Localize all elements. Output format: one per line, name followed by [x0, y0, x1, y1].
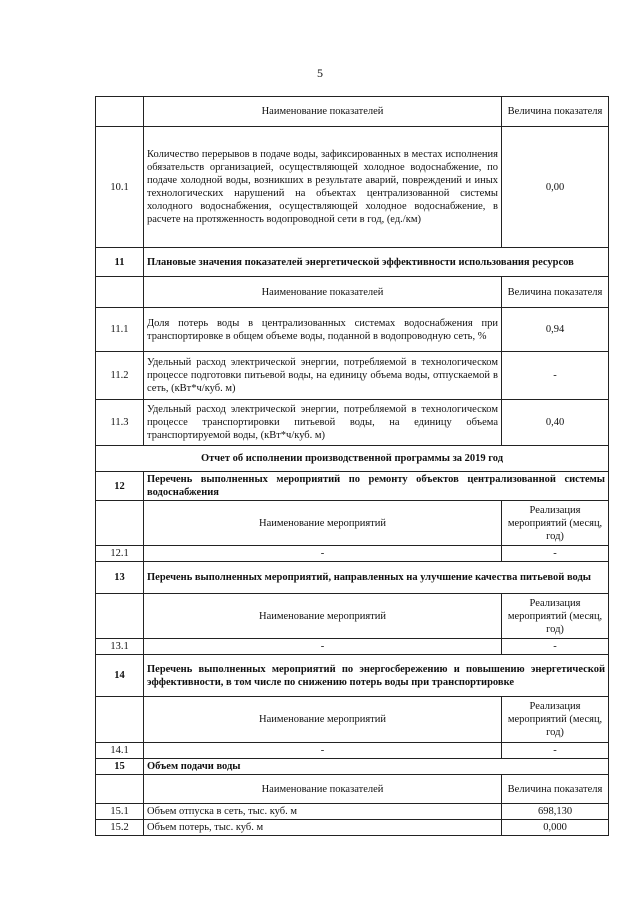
- indicator-name: Количество перерывов в подаче воды, зафиксированных в местах исполнения обязательств организацией, осуществляющей холодное водоснабжение, по подаче холодной воды, возникших в результате аварий, повреждений и иных технологических нарушений на объектах централизованной системы холодного водоснабжения, осуществляющей холодное водоснабжение, в расчете на протяженность водопроводной сети в год, (ед./км): [144, 127, 502, 248]
- indicator-value: 0,94: [502, 308, 609, 352]
- table-row-header: [96, 97, 609, 127]
- page-number: 5: [317, 66, 323, 80]
- section-number: 13: [96, 562, 144, 594]
- table-row-item: [96, 820, 609, 836]
- indicators-table-body: [96, 97, 609, 836]
- indicator-value: 0,00: [502, 127, 609, 248]
- table-row-item: [96, 352, 609, 400]
- header-num-cell: [96, 697, 144, 743]
- table-row-header: [96, 501, 609, 546]
- column-header-value: Реализация мероприятий (месяц, год): [502, 697, 609, 743]
- section-title: Перечень выполненных мероприятий, направленных на улучшение качества питьевой воды: [144, 562, 609, 594]
- indicator-name: Удельный расход электрической энергии, потребляемой в технологическом процессе подготовки питьевой воды, на единицу объема воды, отпускаемой в сеть, (кВт*ч/куб. м): [144, 352, 502, 400]
- table-row-item: [96, 804, 609, 820]
- table-row-item: [96, 639, 609, 655]
- column-header-name: Наименование показателей: [144, 277, 502, 308]
- column-header-name: Наименование показателей: [144, 97, 502, 127]
- header-num-cell: [96, 501, 144, 546]
- row-number: 14.1: [96, 743, 144, 759]
- report-title: Отчет об исполнении производственной программы за 2019 год: [96, 446, 609, 472]
- section-title: Перечень выполненных мероприятий по энергосбережению и повышению энергетической эффективности, в том числе по снижению потерь воды при транспортировке: [144, 655, 609, 697]
- table-row-section: [96, 759, 609, 775]
- table-row-item: [96, 127, 609, 248]
- indicator-name: -: [144, 546, 502, 562]
- section-number: 15: [96, 759, 144, 775]
- section-title: Плановые значения показателей энергетической эффективности использования ресурсов: [144, 248, 609, 277]
- column-header-name: Наименование мероприятий: [144, 501, 502, 546]
- row-number: 13.1: [96, 639, 144, 655]
- row-number: 11.1: [96, 308, 144, 352]
- column-header-value: Величина показателя: [502, 775, 609, 804]
- section-title: Перечень выполненных мероприятий по ремонту объектов централизованной системы водоснабжения: [144, 472, 609, 501]
- indicator-value: -: [502, 639, 609, 655]
- header-num-cell: [96, 775, 144, 804]
- table-row-item: [96, 400, 609, 446]
- table-row-header: [96, 594, 609, 639]
- indicator-name: Удельный расход электрической энергии, потребляемой в технологическом процессе транспортировки питьевой воды, на единицу объема транспортируемой воды, (кВт*ч/куб. м): [144, 400, 502, 446]
- table-row-item: [96, 308, 609, 352]
- table-row-header: [96, 277, 609, 308]
- table-row-report: [96, 446, 609, 472]
- header-num-cell: [96, 97, 144, 127]
- table-row-section: [96, 248, 609, 277]
- section-number: 14: [96, 655, 144, 697]
- column-header-name: Наименование мероприятий: [144, 697, 502, 743]
- indicator-value: -: [502, 743, 609, 759]
- indicator-value: -: [502, 546, 609, 562]
- indicator-value: 0,40: [502, 400, 609, 446]
- header-num-cell: [96, 277, 144, 308]
- indicator-name: -: [144, 743, 502, 759]
- table-row-item: [96, 546, 609, 562]
- column-header-value: Величина показателя: [502, 277, 609, 308]
- row-number: 12.1: [96, 546, 144, 562]
- section-title: Объем подачи воды: [144, 759, 609, 775]
- table-row-header: [96, 775, 609, 804]
- row-number: 15.1: [96, 804, 144, 820]
- column-header-value: Величина показателя: [502, 97, 609, 127]
- indicator-name: Объем потерь, тыс. куб. м: [144, 820, 502, 836]
- indicator-name: -: [144, 639, 502, 655]
- row-number: 11.2: [96, 352, 144, 400]
- section-number: 12: [96, 472, 144, 501]
- table-row-item: [96, 743, 609, 759]
- column-header-value: Реализация мероприятий (месяц, год): [502, 501, 609, 546]
- table-row-section: [96, 655, 609, 697]
- indicator-name: Объем отпуска в сеть, тыс. куб. м: [144, 804, 502, 820]
- table-row-section: [96, 562, 609, 594]
- indicator-name: Доля потерь воды в централизованных системах водоснабжения при транспортировке в общем объеме воды, поданной в водопроводную сеть, %: [144, 308, 502, 352]
- indicator-value: 0,000: [502, 820, 609, 836]
- column-header-name: Наименование мероприятий: [144, 594, 502, 639]
- section-number: 11: [96, 248, 144, 277]
- column-header-name: Наименование показателей: [144, 775, 502, 804]
- indicator-value: -: [502, 352, 609, 400]
- header-num-cell: [96, 594, 144, 639]
- row-number: 15.2: [96, 820, 144, 836]
- row-number: 10.1: [96, 127, 144, 248]
- column-header-value: Реализация мероприятий (месяц, год): [502, 594, 609, 639]
- table-row-section: [96, 472, 609, 501]
- indicator-value: 698,130: [502, 804, 609, 820]
- table-row-header: [96, 697, 609, 743]
- row-number: 11.3: [96, 400, 144, 446]
- indicators-table: [95, 96, 609, 836]
